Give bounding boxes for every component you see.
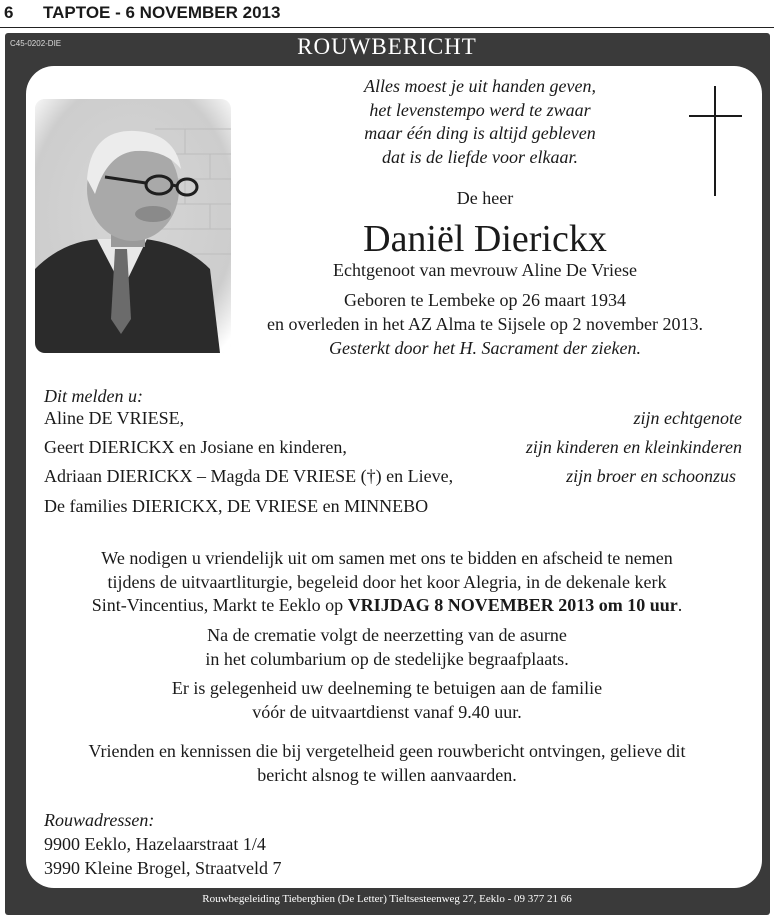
ceremony-line: We nodigen u vriendelijk uit om samen met ons te bidden en afscheid te nemen xyxy=(101,548,673,568)
obituary-banner: ROUWBERICHT xyxy=(297,34,477,59)
poem-line: dat is de liefde voor elkaar. xyxy=(382,146,578,167)
note-paragraph xyxy=(30,740,744,787)
birth-line: Geboren te Lembeke op 26 maart 1934 xyxy=(344,290,626,310)
note-line: Vrienden en kennissen die bij vergetelheid geen rouwbericht ontvingen, gelieve dit xyxy=(88,741,686,761)
ceremony-line xyxy=(30,594,744,618)
masthead-rule xyxy=(0,27,774,28)
deceased-name: Daniël Dierickx xyxy=(363,218,607,260)
announcement-intro: Dit melden u: xyxy=(44,386,143,406)
ad-code: C45-0202-DIE xyxy=(10,39,62,48)
mourner-relation: zijn kinderen en kleinkinderen xyxy=(525,437,742,457)
honorific: De heer xyxy=(456,188,514,208)
funeral-director-footer: Rouwbegeleiding Tieberghien (De Letter) Tieltsesteenweg 27, Eeklo - 09 377 21 66 xyxy=(202,893,572,905)
spouse-line: Echtgenoot van mevrouw Aline De Vriese xyxy=(332,260,637,280)
cremation-line: in het columbarium op de stedelijke begraafplaats. xyxy=(205,648,569,669)
page-number: 6 xyxy=(4,3,14,22)
poem-line: maar één ding is altijd gebleven xyxy=(364,123,596,143)
cross-icon xyxy=(714,86,716,196)
portrait-photo xyxy=(35,99,231,353)
mourning-address: 9900 Eeklo, Hazelaarstraat 1/4 xyxy=(44,834,266,854)
condolence-paragraph xyxy=(30,677,744,724)
newspaper-masthead xyxy=(0,0,774,28)
mourner-relation: zijn echtgenote xyxy=(633,408,742,428)
cremation-line: Na de crematie volgt de neerzetting van de asurne xyxy=(207,625,567,645)
condolence-line: Er is gelegenheid uw deelneming te betuigen aan de familie xyxy=(171,678,603,698)
mourning-address: 3990 Kleine Brogel, Straatveld 7 xyxy=(44,858,282,878)
newspaper-title: TAPTOE - 6 NOVEMBER 2013 xyxy=(43,3,281,22)
cross-icon-bar xyxy=(689,115,742,117)
cremation-paragraph xyxy=(30,624,744,671)
mourner-name: Adriaan DIERICKX – Magda DE VRIESE (†) en Lieve, xyxy=(44,466,454,486)
ceremony-date: VRIJDAG 8 NOVEMBER 2013 om 10 uur xyxy=(347,595,678,615)
portrait-illustration xyxy=(35,99,231,353)
poem-line: Alles moest je uit handen geven, xyxy=(364,76,596,96)
mourner-name: De families DIERICKX, DE VRIESE en MINNEBO xyxy=(44,496,429,516)
death-line: en overleden in het AZ Alma te Sijsele op 2 november 2013. xyxy=(267,314,703,334)
sacrament-line: Gesterkt door het H. Sacrament der zieken. xyxy=(329,338,641,358)
memorial-poem xyxy=(290,75,670,169)
mourner-name: Aline DE VRIESE, xyxy=(44,408,185,428)
ceremony-location: Sint-Vincentius, Markt te Eeklo op xyxy=(91,595,348,615)
ceremony-line: tijdens de uitvaartliturgie, begeleid door het koor Alegria, in de dekenale kerk xyxy=(107,571,667,592)
addresses-label: Rouwadressen: xyxy=(44,810,155,830)
condolence-line: vóór de uitvaartdienst vanaf 9.40 uur. xyxy=(252,701,522,722)
ceremony-end: . xyxy=(677,595,683,615)
note-line: bericht alsnog te willen aanvaarden. xyxy=(257,764,517,785)
poem-line: het levenstempo werd te zwaar xyxy=(369,99,591,120)
mourner-name: Geert DIERICKX en Josiane en kinderen, xyxy=(44,437,347,457)
ceremony-paragraph xyxy=(30,547,744,618)
mourner-relation: zijn broer en schoonzus xyxy=(566,466,736,486)
